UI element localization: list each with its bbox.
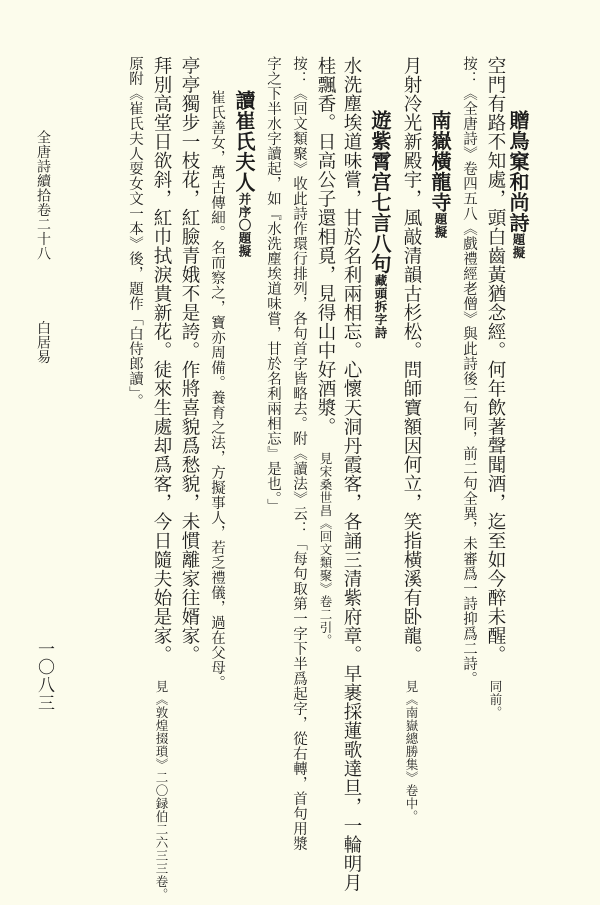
poem-text-henglong <box>401 56 422 823</box>
running-head-book: 全唐詩續拾卷二十八 <box>35 130 51 261</box>
title-tag: 題擬 <box>511 233 526 259</box>
commentary-text: 按：《全唐詩》卷四五八《戲禮經老僧》與此詩後二句同，前二句全異，未審爲一詩抑爲二詩。 <box>461 56 477 686</box>
poem-line: 桂飄香。日高公子還相覓，見得山中好酒漿。 <box>315 56 336 436</box>
title-text: 讀崔氏夫人 <box>232 90 256 193</box>
preface-text: 崔氏善女，萬古傳細。名而察之，寶亦周備。養育之法，方擬事人，若乏禮儀，過在父母。 <box>209 90 225 690</box>
commentary-zixiao-2 <box>266 56 281 656</box>
source-note: 見宋桑世昌《回文類聚》卷二引。 <box>318 452 333 647</box>
poem-line: 亭亭獨步一枝花，紅臉青娥不是誇。作將喜貌爲愁貌，未慣離家往婿家。 <box>179 56 200 664</box>
title-tag: 并序〇題擬 <box>237 192 252 258</box>
poem-text-cuishi-2 <box>151 56 172 901</box>
commentary-text: 字之下半水字讀起，如『水洗塵埃道味嘗，甘於名利兩相忘』是也。」 <box>265 56 281 514</box>
commentary-text: 按：《回文類聚》收此詩作環行排列，各句首字皆略去。附《讀法》云：「每句取第一字下半爲起字，從右轉，首句用漿 <box>291 56 307 851</box>
running-head <box>34 130 54 830</box>
poem-line: 拜別高堂日欲斜，紅巾拭淚貴新花。徒來生處却爲客，今日隨夫始是家。 <box>151 56 172 664</box>
poem-title-zixiao <box>370 110 390 339</box>
title-text: 遊紫霄宫七言八句 <box>368 110 392 274</box>
poem-text-cuishi-1 <box>179 56 200 664</box>
commentary-niaoke <box>461 56 477 686</box>
poem-text-zixiao-2 <box>316 56 335 656</box>
page-number: 一〇八三 <box>34 640 54 712</box>
source-note: 同前。 <box>488 680 503 719</box>
running-head-author: 白居易 <box>35 320 51 364</box>
poem-line: 水洗塵埃道味嘗，甘於名利兩相忘。心懷天洞丹霞客，各誦三清紫府章。早裹採蓮歌達旦，一輪明月 <box>341 56 362 892</box>
poem-line: 空門有路不知處，頭白齒黃猶念經。何年飲著聲聞酒，迄至如今醉未醒。 <box>485 56 506 664</box>
poem-title-cuishi <box>234 90 254 258</box>
preface-cuishi <box>210 90 225 690</box>
title-text: 南嶽橫龍寺 <box>428 110 452 213</box>
poem-line: 月射冷光新殿宇，風敲清韻古杉松。問師寶額因何立，笑指橫溪有卧龍。 <box>401 56 422 664</box>
commentary-text: 原附《崔氏夫人耍女文一本》後，題作「白侍郎讀」。 <box>127 56 143 409</box>
source-note: 見《南嶽總勝集》卷中。 <box>404 680 419 823</box>
commentary-cuishi <box>128 56 143 656</box>
poem-title-niaoke <box>508 110 528 259</box>
title-tag: 題擬 <box>433 212 448 239</box>
title-tag: 藏頭拆字詩 <box>373 274 388 339</box>
commentary-zixiao-1 <box>291 56 307 851</box>
poem-title-henglong <box>430 110 450 239</box>
title-text: 贈鳥窠和尚詩 <box>506 110 530 233</box>
source-note: 見《敦煌掇瑣》二〇録伯二六三三卷。 <box>154 680 169 901</box>
poem-text-niaoke <box>485 56 506 719</box>
poem-text-zixiao-1 <box>341 56 362 892</box>
